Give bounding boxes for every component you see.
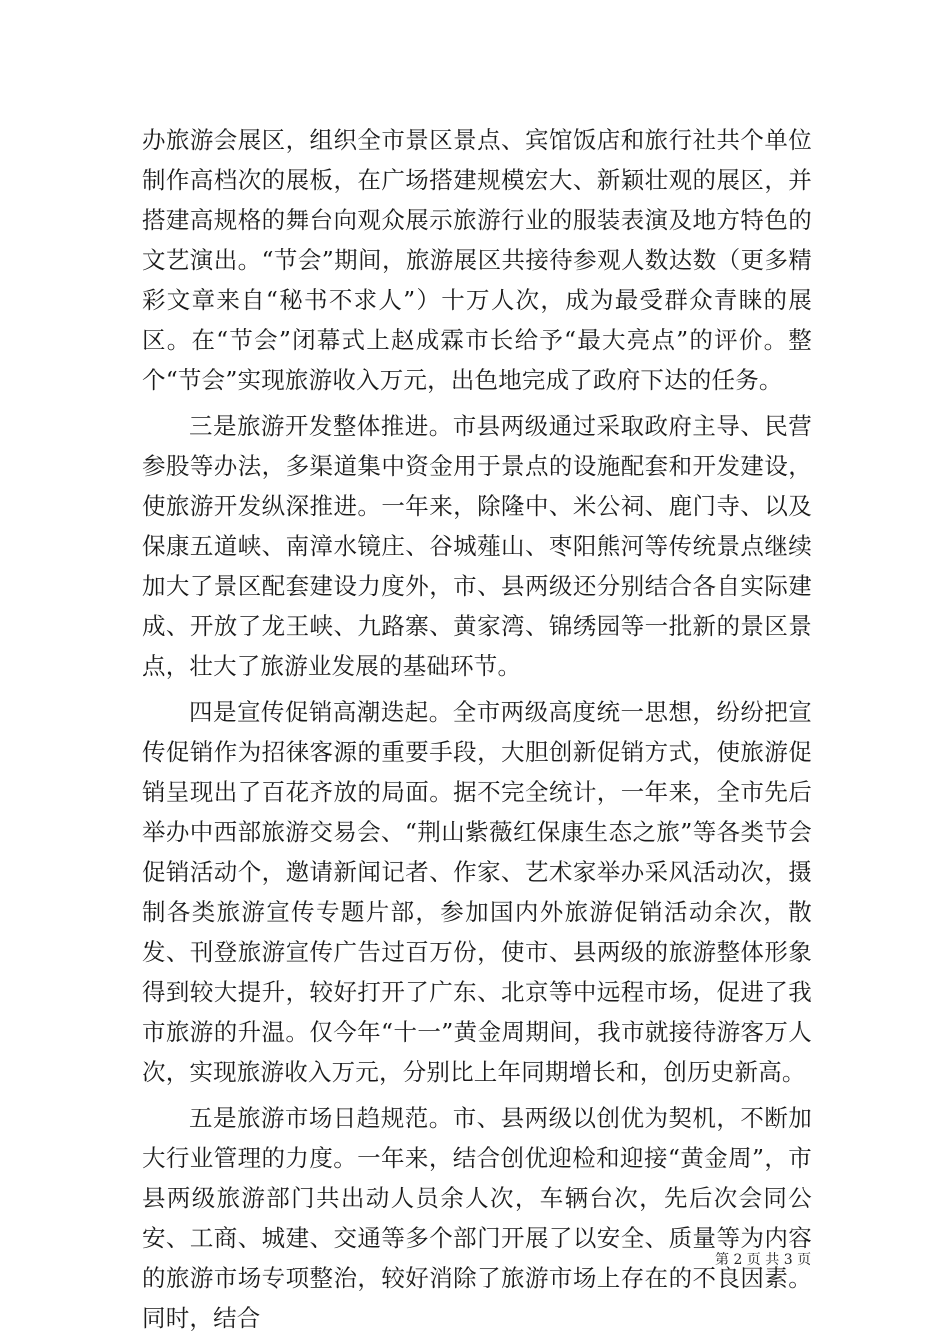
paragraph-promotion: 四是宣传促销高潮迭起。全市两级高度统一思想，纷纷把宣传促销作为招徕客源的重要手段，大胆创新促销方式，使旅游促销呈现出了百花齐放的局面。据不完全统计，一年来，全市先后举办中西部旅游交易会、“荆山紫薇红保康生态之旅”等各类节会促销活动个，邀请新闻记者、作家、艺术家举办采风活动次，摄制各类旅游宣传专题片部，参加国内外旅游促销活动余次，散发、刊登旅游宣传广告过百万份，使市、县两级的旅游整体形象得到较大提升，较好打开了广东、北京等中远程市场，促进了我市旅游的升温。仅今年“十一”黄金周期间，我市就接待游客万人次，实现旅游收入万元，分别比上年同期增长和，创历史新高。: [142, 698, 812, 1086]
document-body: [142, 120, 812, 1338]
paragraph-continued-expo: 办旅游会展区，组织全市景区景点、宾馆饭店和旅行社共个单位制作高档次的展板，在广场搭建规模宏大、新颖壮观的展区，并搭建高规格的舞台向观众展示旅游行业的服装表演及地方特色的文艺演出。“节会”期间，旅游展区共接待参观人数达数（更多精彩文章来自“秘书不求人”）十万人次，成为最受群众青睐的展区。在“节会”闭幕式上赵成霖市长给予“最大亮点”的评价。整个“节会”实现旅游收入万元，出色地完成了政府下达的任务。: [142, 126, 812, 394]
paragraph-tourism-development: 三是旅游开发整体推进。市县两级通过采取政府主导、民营参股等办法，多渠道集中资金用于景点的设施配套和开发建设，使旅游开发纵深推进。一年来，除隆中、米公祠、鹿门寺、以及保康五道峡、南漳水镜庄、谷城薤山、枣阳熊河等传统景点继续加大了景区配套建设力度外，市、县两级还分别结合各自实际建成、开放了龙王峡、九路寨、黄家湾、锦绣园等一批新的景区景点，壮大了旅游业发展的基础环节。: [142, 412, 812, 680]
page-number-footer: 第 2 页 共 3 页: [715, 1252, 812, 1268]
paragraph-market-regulation: 五是旅游市场日趋规范。市、县两级以创优为契机，不断加大行业管理的力度。一年来，结合创优迎检和迎接“黄金周”，市县两级旅游部门共出动人员余人次，车辆台次，先后次会同公安、工商、城建、交通等多个部门开展了以安全、质量等为内容的旅游市场专项整治，较好消除了旅游市场上存在的不良因素。同时，结合: [142, 1104, 812, 1332]
